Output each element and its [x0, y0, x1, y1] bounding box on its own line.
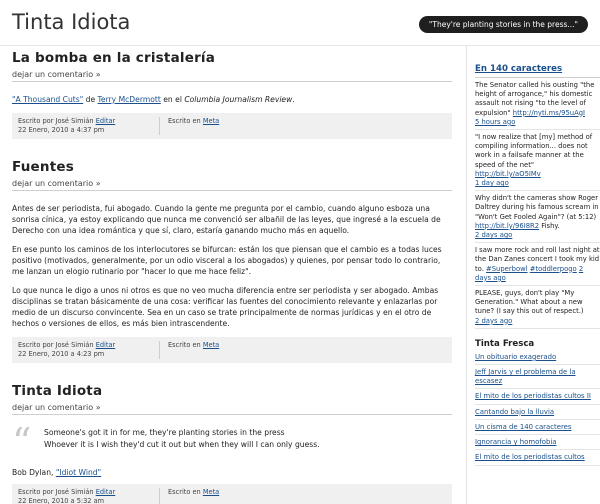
tweet-link[interactable]: http://bit.ly/96I8R2 — [475, 221, 540, 230]
hashtag-link[interactable]: #toddlerpogo — [529, 264, 577, 273]
quote-mark-icon: “ — [12, 420, 32, 464]
tweet-text: PLEASE, guys, don't play "My Generation." What about a new tune? (I say this out of respect.) — [475, 289, 584, 316]
edit-link[interactable]: Editar — [95, 488, 116, 496]
citation-text: . — [292, 95, 295, 104]
site-title[interactable]: Tinta Idiota — [12, 10, 131, 34]
sidebar — [466, 46, 600, 504]
meta-date: 22 Enero, 2010 a 4:37 pm — [18, 126, 105, 134]
quote-line: Someone's got it in for me, they're planting stories in the press — [44, 428, 285, 437]
meta-in: Escrito en — [168, 117, 201, 125]
tweet-text: "I now realize that [my] method of compiling information... does not work in a failsafe manner at the speed of the net" — [475, 133, 593, 169]
meta-in: Escrito en — [168, 488, 201, 496]
post-meta — [12, 113, 452, 139]
credit-prefix: Bob Dylan, — [12, 468, 56, 477]
post — [12, 383, 452, 504]
meta-category — [168, 488, 219, 504]
author-link[interactable]: Terry McDermott — [97, 95, 161, 104]
meta-author — [18, 117, 160, 135]
recent-post-link[interactable]: Un cisma de 140 caracteres — [475, 422, 572, 431]
meta-by: Escrito por José Simián — [18, 488, 94, 496]
post-title[interactable]: La bomba en la cristalería — [12, 50, 216, 66]
paragraph: En ese punto los caminos de los interlocutores se bifurcan: están los que piensan que el cambio es a todas luces positivo (motivados, generalmente, por un odio visceral a los abogados) y quienes, por pensar todo lo contrario, me lanzan un elogio rutinario por "hacer lo que me hace feliz". — [12, 245, 442, 276]
recent-post-item — [475, 453, 600, 465]
blockquote — [12, 420, 452, 464]
recent-post-link[interactable]: Cantando bajo la lluvia — [475, 407, 555, 416]
post — [12, 50, 452, 139]
tweet — [475, 289, 600, 329]
main-content — [12, 50, 452, 504]
recent-post-link[interactable]: Ignorancia y homofobia — [475, 438, 557, 447]
paragraph: Lo que nunca le digo a unos ni otros es que no veo mucha diferencia entre ser periodista y ser abogado. Ambas disciplinas se tratan básicamente de una cosa: verificar las fuentes del conocimiento relevante y enlazarlas por medio de un discurso convincente. Sea en un caso se trate principalmente de normas jurídicas y en el otro de hechos o versiones de ellos, es más bien intrascendente. — [12, 286, 439, 328]
tweet-time[interactable]: 2 days ago — [475, 264, 584, 282]
credit-line — [12, 467, 452, 478]
leave-comment-link[interactable]: dejar un comentario » — [12, 179, 101, 188]
tweet-time[interactable]: 1 day ago — [475, 179, 509, 188]
tweet-time[interactable]: 5 hours ago — [475, 117, 516, 126]
recent-post-item — [475, 438, 600, 450]
tweet-link[interactable]: http://bit.ly/aO5IMv — [475, 169, 541, 178]
meta-by: Escrito por José Simián — [18, 341, 94, 349]
recent-post-link[interactable]: Jeff Jarvis y el problema de la escasez — [475, 368, 576, 386]
recent-post-item — [475, 408, 600, 420]
comment-link-row — [12, 403, 452, 415]
hashtag-link[interactable]: #Superbowl — [486, 264, 528, 273]
site-header — [0, 0, 600, 46]
recent-post-link[interactable]: El mito de los periodistas cultos II — [475, 392, 591, 401]
recent-post-item — [475, 392, 600, 404]
meta-date: 22 Enero, 2010 a 5:32 am — [18, 497, 105, 504]
post-meta — [12, 337, 452, 363]
song-link[interactable]: "Idiot Wind" — [55, 468, 102, 477]
post-body — [12, 94, 452, 105]
tweet — [475, 194, 600, 243]
meta-date: 22 Enero, 2010 a 4:23 pm — [18, 350, 105, 358]
tweet-time[interactable]: 2 days ago — [475, 316, 513, 325]
post-title[interactable]: Fuentes — [12, 159, 74, 175]
recent-post-link[interactable]: Un obituario exagerado — [475, 352, 557, 361]
tweet — [475, 81, 600, 130]
tweet — [475, 246, 600, 286]
quote-text — [44, 425, 320, 459]
recent-post-item — [475, 368, 600, 389]
category-link[interactable]: Meta — [202, 488, 220, 496]
post-title[interactable]: Tinta Idiota — [12, 383, 103, 399]
leave-comment-link[interactable]: dejar un comentario » — [12, 403, 101, 412]
post — [12, 159, 452, 363]
edit-link[interactable]: Editar — [95, 341, 116, 349]
leave-comment-link[interactable]: dejar un comentario » — [12, 70, 101, 79]
meta-author — [18, 341, 160, 359]
citation-text: de — [83, 95, 98, 104]
tweet — [475, 133, 600, 191]
recent-posts-title: Tinta Fresca — [475, 338, 535, 349]
tagline-badge: "They're planting stories in the press..." — [419, 16, 588, 33]
meta-category — [168, 117, 219, 135]
edit-link[interactable]: Editar — [95, 117, 116, 125]
citation-paragraph — [12, 94, 452, 105]
paragraph: Antes de ser periodista, fui abogado. Cuando la gente me pregunta por el cambio, cuando alguno esboza una sonrisa cínica, ya estoy explicando que nunca me convenció ser albañil de las leyes, que ingresé a la escuela de Derecho con una idea romántica y que sí, claro, estaría ganando mucho más en aquello. — [12, 204, 441, 235]
quote-line: Whoever it is I wish they'd cut it out but when they will I can only guess. — [44, 440, 320, 449]
meta-by: Escrito por José Simián — [18, 117, 94, 125]
meta-in: Escrito en — [168, 341, 201, 349]
citation-text: en el — [160, 95, 185, 104]
tweet-time[interactable]: 2 days ago — [475, 231, 513, 240]
comment-link-row — [12, 70, 452, 82]
tweet-extra: Fishy. — [539, 221, 560, 230]
meta-author — [18, 488, 160, 504]
article-link[interactable]: "A Thousand Cuts" — [12, 95, 84, 104]
twitter-widget-title — [475, 64, 600, 78]
recent-post-item — [475, 423, 600, 435]
comment-link-row — [12, 179, 452, 191]
tweet-text: The Senator called his ousting "the height of arrogance," his domestic assault not rising "to the level of expulsion" — [475, 81, 595, 117]
category-link[interactable]: Meta — [202, 341, 220, 349]
post-body — [12, 203, 452, 329]
twitter-title-link[interactable]: En 140 caracteres — [475, 64, 563, 74]
tweet-text: I saw more rock and roll last night at the Dan Zanes concert I took my kid to. — [475, 246, 600, 273]
publication-name: Columbia Journalism Review — [184, 95, 293, 104]
recent-post-link[interactable]: El mito de los periodistas cultos — [475, 453, 585, 462]
recent-post-item — [475, 353, 600, 365]
post-meta — [12, 484, 452, 504]
post-body — [12, 467, 452, 478]
tweet-link[interactable]: http://nyti.ms/95uAgI — [512, 108, 586, 117]
tweet-text: Why didn't the cameras show Roger Daltrey during his famous scream in "Won't Get Fooled Again"? (at 5:12) — [475, 194, 599, 221]
meta-category — [168, 341, 219, 359]
category-link[interactable]: Meta — [202, 117, 220, 125]
